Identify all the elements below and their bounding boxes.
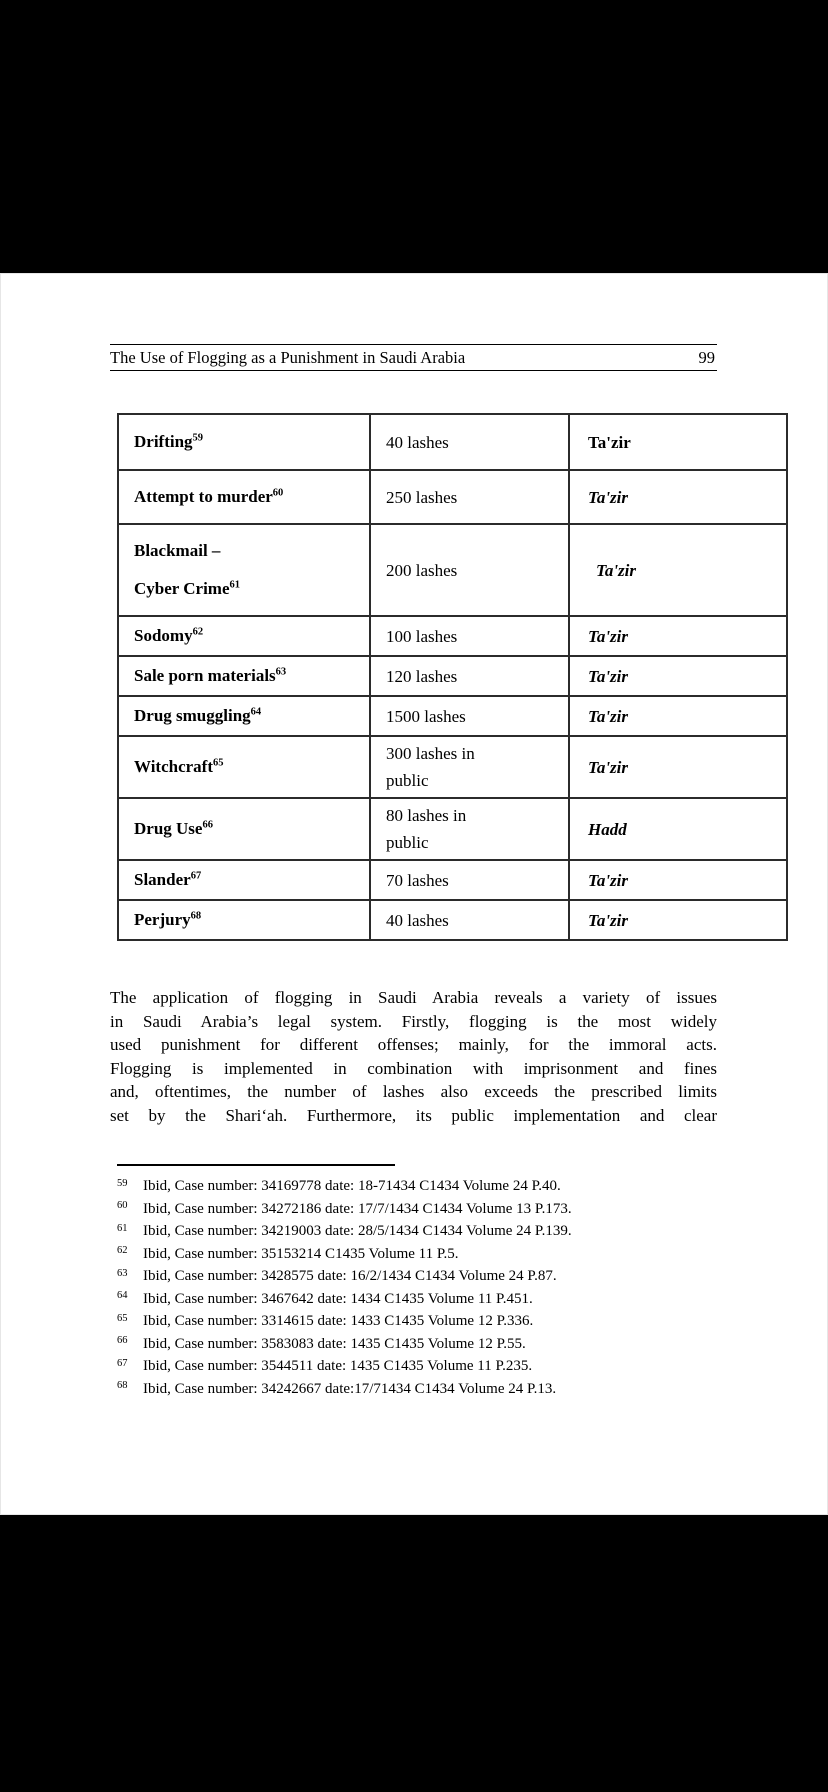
punishment-type-cell: Ta'zir (569, 656, 787, 696)
footnote-text: Ibid, Case number: 34242667 date:17/71434 C1434 Volume 24 P.13. (143, 1380, 557, 1397)
offense-cell: Attempt to murder$^{60}$ (118, 470, 370, 524)
punishment-type-cell: Ta'zir (569, 414, 787, 470)
footnote-number: 59 (117, 1177, 128, 1189)
page-content (110, 344, 717, 1401)
footnote-text: Ibid, Case number: 3467642 date: 1434 C1435 Volume 11 P.451. (143, 1290, 533, 1307)
running-header (110, 344, 717, 371)
lashes-cell: 1500 lashes (370, 696, 569, 736)
footnote-number: 60 (117, 1200, 128, 1211)
footnote (117, 1244, 717, 1267)
paragraph-line: Flogging is implemented in combination with imprisonment and fines (110, 1058, 717, 1078)
table-row (118, 524, 787, 616)
lashes-cell: 120 lashes (370, 656, 569, 696)
lashes-cell: 40 lashes (370, 414, 569, 470)
footnote-number: 62 (117, 1245, 128, 1256)
footnotes-list (117, 1176, 717, 1401)
footnote-number: 66 (117, 1335, 128, 1346)
footnote-ref: 68 (190, 910, 202, 922)
table-row (118, 696, 787, 736)
page-number: 99 (698, 348, 715, 367)
footnote-ref: 64 (250, 706, 262, 718)
offense-cell: Drifting$^{59}$ (118, 414, 370, 470)
footnote (117, 1379, 717, 1402)
table-row (118, 656, 787, 696)
punishment-type-cell: Ta'zir (569, 616, 787, 656)
lashes-cell: 200 lashes (370, 524, 569, 616)
paragraph-line: in Saudi Arabia’s legal system. Firstly, flogging is the most widely (110, 1011, 717, 1031)
footnote-number: 64 (117, 1290, 128, 1301)
footnote-separator (117, 1164, 395, 1166)
footnote (117, 1289, 717, 1312)
footnote (117, 1266, 717, 1289)
offense-cell: Sodomy$^{62}$ (118, 616, 370, 656)
table-row (118, 414, 787, 470)
footnote-text: Ibid, Case number: 34169778 date: 18-71434 C1434 Volume 24 P.40. (143, 1178, 561, 1194)
offense-cell: Perjury$^{68}$ (118, 900, 370, 940)
footnote-number: 65 (117, 1312, 128, 1324)
punishment-type-cell: Ta'zir (569, 860, 787, 900)
punishment-type-cell: Ta'zir (569, 470, 787, 524)
punishments-table (117, 413, 788, 941)
footnote-number: 68 (117, 1380, 128, 1391)
body-paragraph (110, 986, 717, 1127)
punishment-type-cell: Ta'zir (569, 736, 787, 798)
footnote-ref: 62 (192, 626, 204, 638)
punishments-table-body (118, 414, 787, 940)
paragraph-line: The application of flogging in Saudi Arabia reveals a variety of issues (110, 988, 717, 1007)
footnote-ref: 66 (202, 819, 213, 831)
offense-cell: Drug smuggling$^{64}$ (118, 696, 370, 736)
punishment-type-cell: Ta'zir (569, 900, 787, 940)
lashes-cell: 100 lashes (370, 616, 569, 656)
offense-cell: Slander$^{67}$ (118, 860, 370, 900)
running-header-title: The Use of Flogging as a Punishment in Saudi Arabia (110, 348, 466, 367)
paragraph-line: used punishment for different offenses; mainly, for the immoral acts. (110, 1035, 717, 1054)
paragraph-line: and, oftentimes, the number of lashes also exceeds the prescribed limits (110, 1082, 717, 1101)
lashes-cell: 80 lashes in public (370, 798, 569, 860)
lashes-cell: 300 lashes in public (370, 736, 569, 798)
footnote-ref: 61 (229, 579, 241, 591)
footnote (117, 1176, 717, 1199)
footnote-text: Ibid, Case number: 35153214 C1435 Volume 11 P.5. (143, 1245, 459, 1262)
footnote-text: Ibid, Case number: 3583083 date: 1435 C1435 Volume 12 P.55. (143, 1335, 526, 1352)
footnote-text: Ibid, Case number: 34272186 date: 17/7/1434 C1434 Volume 13 P.173. (143, 1200, 572, 1217)
footnote-text: Ibid, Case number: 34219003 date: 28/5/1434 C1434 Volume 24 P.139. (143, 1223, 572, 1239)
table-row (118, 900, 787, 940)
table-row (118, 860, 787, 900)
lashes-cell: 70 lashes (370, 860, 569, 900)
punishment-type-cell: Hadd (569, 798, 787, 860)
footnote-text: Ibid, Case number: 3428575 date: 16/2/1434 C1434 Volume 24 P.87. (143, 1268, 557, 1284)
footnote (117, 1311, 717, 1334)
document-page (0, 273, 828, 1515)
footnote-text: Ibid, Case number: 3544511 date: 1435 C1435 Volume 11 P.235. (143, 1358, 533, 1374)
offense-cell: Witchcraft$^{65}$ (118, 736, 370, 798)
table-row (118, 616, 787, 656)
footnote (117, 1334, 717, 1357)
footnote (117, 1356, 717, 1379)
footnote (117, 1221, 717, 1244)
footnote-number: 63 (117, 1267, 128, 1279)
offense-cell: Drug Use$^{66}$ (118, 798, 370, 860)
footnote-ref: 67 (190, 870, 202, 882)
footnote-number: 67 (117, 1357, 128, 1369)
footnote-number: 61 (117, 1222, 128, 1234)
punishment-type-cell: Ta'zir (569, 524, 787, 616)
offense-cell: Sale porn materials$^{63}$ (118, 656, 370, 696)
table-row (118, 736, 787, 798)
footnote (117, 1199, 717, 1222)
lashes-cell: 40 lashes (370, 900, 569, 940)
footnote-ref: 59 (192, 432, 204, 444)
offense-cell: Blackmail – Cyber Crime$^{61}$ (118, 524, 370, 616)
footnote-ref: 63 (275, 666, 287, 678)
punishment-type-cell: Ta'zir (569, 696, 787, 736)
footnote-text: Ibid, Case number: 3314615 date: 1433 C1435 Volume 12 P.336. (143, 1313, 534, 1329)
paragraph-line: set by the Shari‘ah. Furthermore, its public implementation and clear (110, 1105, 717, 1125)
lashes-cell: 250 lashes (370, 470, 569, 524)
table-row (118, 798, 787, 860)
footnote-ref: 60 (272, 487, 284, 499)
footnote-ref: 65 (213, 757, 224, 769)
table-row (118, 470, 787, 524)
